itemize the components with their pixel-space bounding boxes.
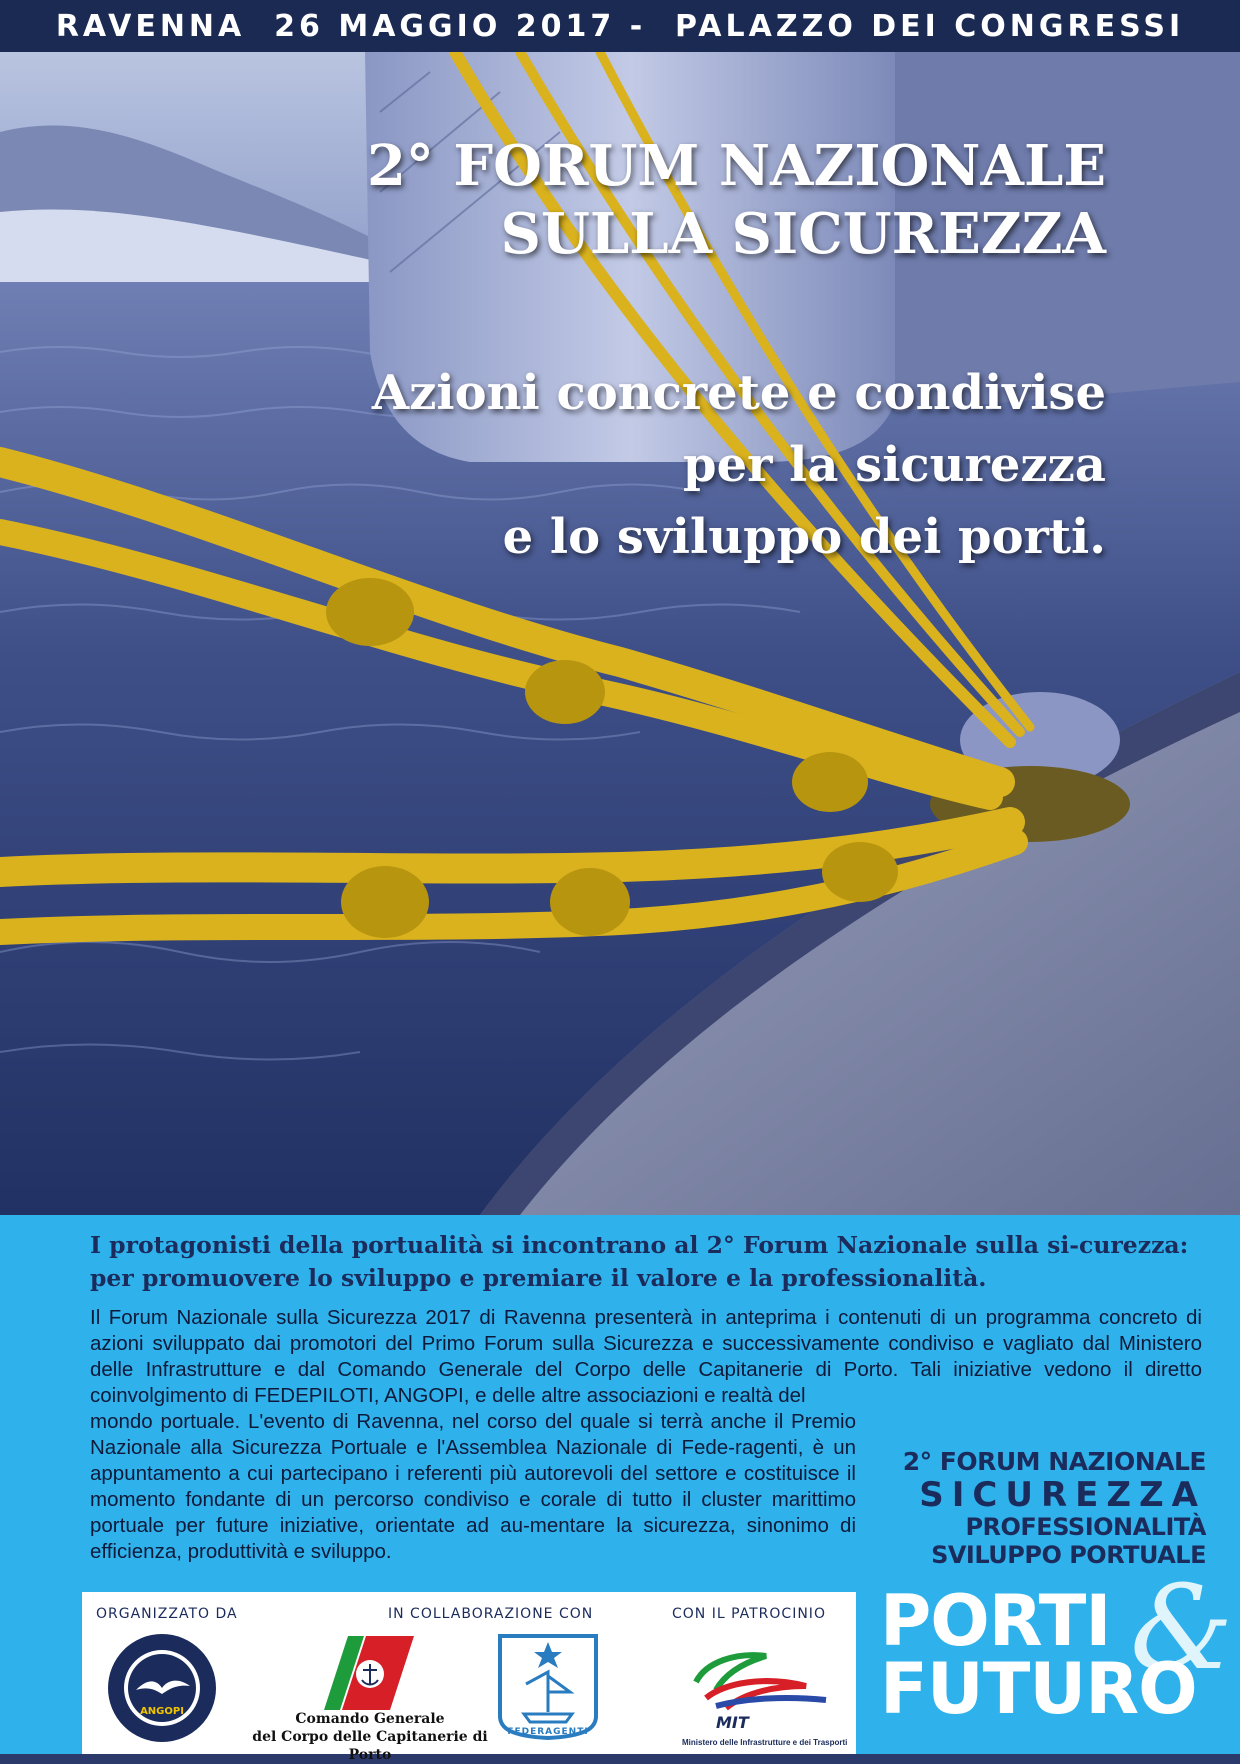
forum-subtitle xyxy=(372,357,1106,573)
info-panel xyxy=(0,1215,1240,1763)
brand-line-sviluppo: SVILUPPO PORTUALE xyxy=(931,1541,1206,1569)
rope-ampersand-icon: & xyxy=(1130,1561,1234,1696)
angopi-name: ANGOPI xyxy=(140,1706,184,1717)
mit-ministry-logo-icon xyxy=(686,1642,836,1732)
mit-name: MIT xyxy=(716,1713,749,1732)
event-date-location: RAVENNA 26 MAGGIO 2017 - PALAZZO DEI CONGRESSI xyxy=(55,8,1185,44)
patronage-label: CON IL PATROCINIO xyxy=(672,1606,826,1622)
forum-title-line1: 2° FORUM NAZIONALE xyxy=(366,133,1106,199)
collaboration-label: IN COLLABORAZIONE CON xyxy=(388,1606,594,1622)
brand-line-sicurezza: SICUREZZA xyxy=(919,1475,1206,1515)
lead-paragraph: I protagonisti della portualità si incontrano al 2° Forum Nazionale sulla si-curezza: per promuovere lo sviluppo e premiare il valore e la professionalità. xyxy=(90,1231,1189,1292)
forum-subtitle-line3: e lo sviluppo dei porti. xyxy=(502,509,1106,565)
coast-guard-caption-line1: Comando Generale xyxy=(295,1711,445,1727)
forum-title xyxy=(367,132,1106,268)
brand-line-professionalita: PROFESSIONALITÀ xyxy=(965,1513,1206,1541)
body-paragraph-narrow: mondo portuale. L'evento di Ravenna, nel corso del quale si terrà anche il Premio Nazionale alla Sicurezza Portuale e l'Assemblea Nazionale di Fede-ragenti, è un appuntamento a cui partecipano i referenti più autorevoli del settore e costituisce il momento fondante di un percorso condiviso e corale di tutto il cluster marittimo portuale per future iniziative, orientate ad au-mentare la sicurezza, sinonimo di efficienza, produttività e sviluppo. xyxy=(90,1410,856,1563)
logo-word-futuro: FUTURO xyxy=(880,1648,1197,1730)
porti-futuro-logo xyxy=(872,1561,1234,1737)
forum-subtitle-line1: Azioni concrete e condivise xyxy=(371,365,1106,421)
hero-photo xyxy=(0,52,1240,1215)
coast-guard-caption xyxy=(250,1710,490,1764)
federagenti-name: FEDERAGENTI xyxy=(507,1727,589,1737)
coast-guard-caption-line2: del Corpo delle Capitanerie di Porto xyxy=(252,1729,488,1763)
mit-caption: Ministero delle Infrastrutture e dei Trasporti xyxy=(682,1738,848,1747)
forum-brand-block xyxy=(870,1447,1206,1569)
logo-word-porti: PORTI xyxy=(880,1580,1111,1662)
angopi-logo-icon xyxy=(106,1632,218,1744)
body-paragraph-full: Il Forum Nazionale sulla Sicurezza 2017 di Ravenna presenterà in anteprima i contenuti di un programma concreto di azioni sviluppato dai promotori del Primo Forum sulla Sicurezza e successivamente condiviso e vagliato dal Ministero delle Infrastrutture e dal Comando Generale del Corpo delle Capitanerie di Porto. Tali iniziative vedono il diretto coinvolgimento di FEDEPILOTI, ANGOPI, e delle altre associazioni e realtà del xyxy=(90,1306,1202,1407)
coast-guard-logo-icon xyxy=(314,1636,414,1710)
forum-title-line2: SULLA SICUREZZA xyxy=(500,201,1106,267)
event-date-bar xyxy=(0,0,1240,52)
sponsors-strip xyxy=(82,1592,856,1763)
forum-subtitle-line2: per la sicurezza xyxy=(683,437,1106,493)
brand-line-forum: 2° FORUM NAZIONALE xyxy=(902,1447,1206,1476)
federagenti-logo-icon xyxy=(496,1632,600,1740)
organized-by-label: ORGANIZZATO DA xyxy=(96,1606,238,1622)
